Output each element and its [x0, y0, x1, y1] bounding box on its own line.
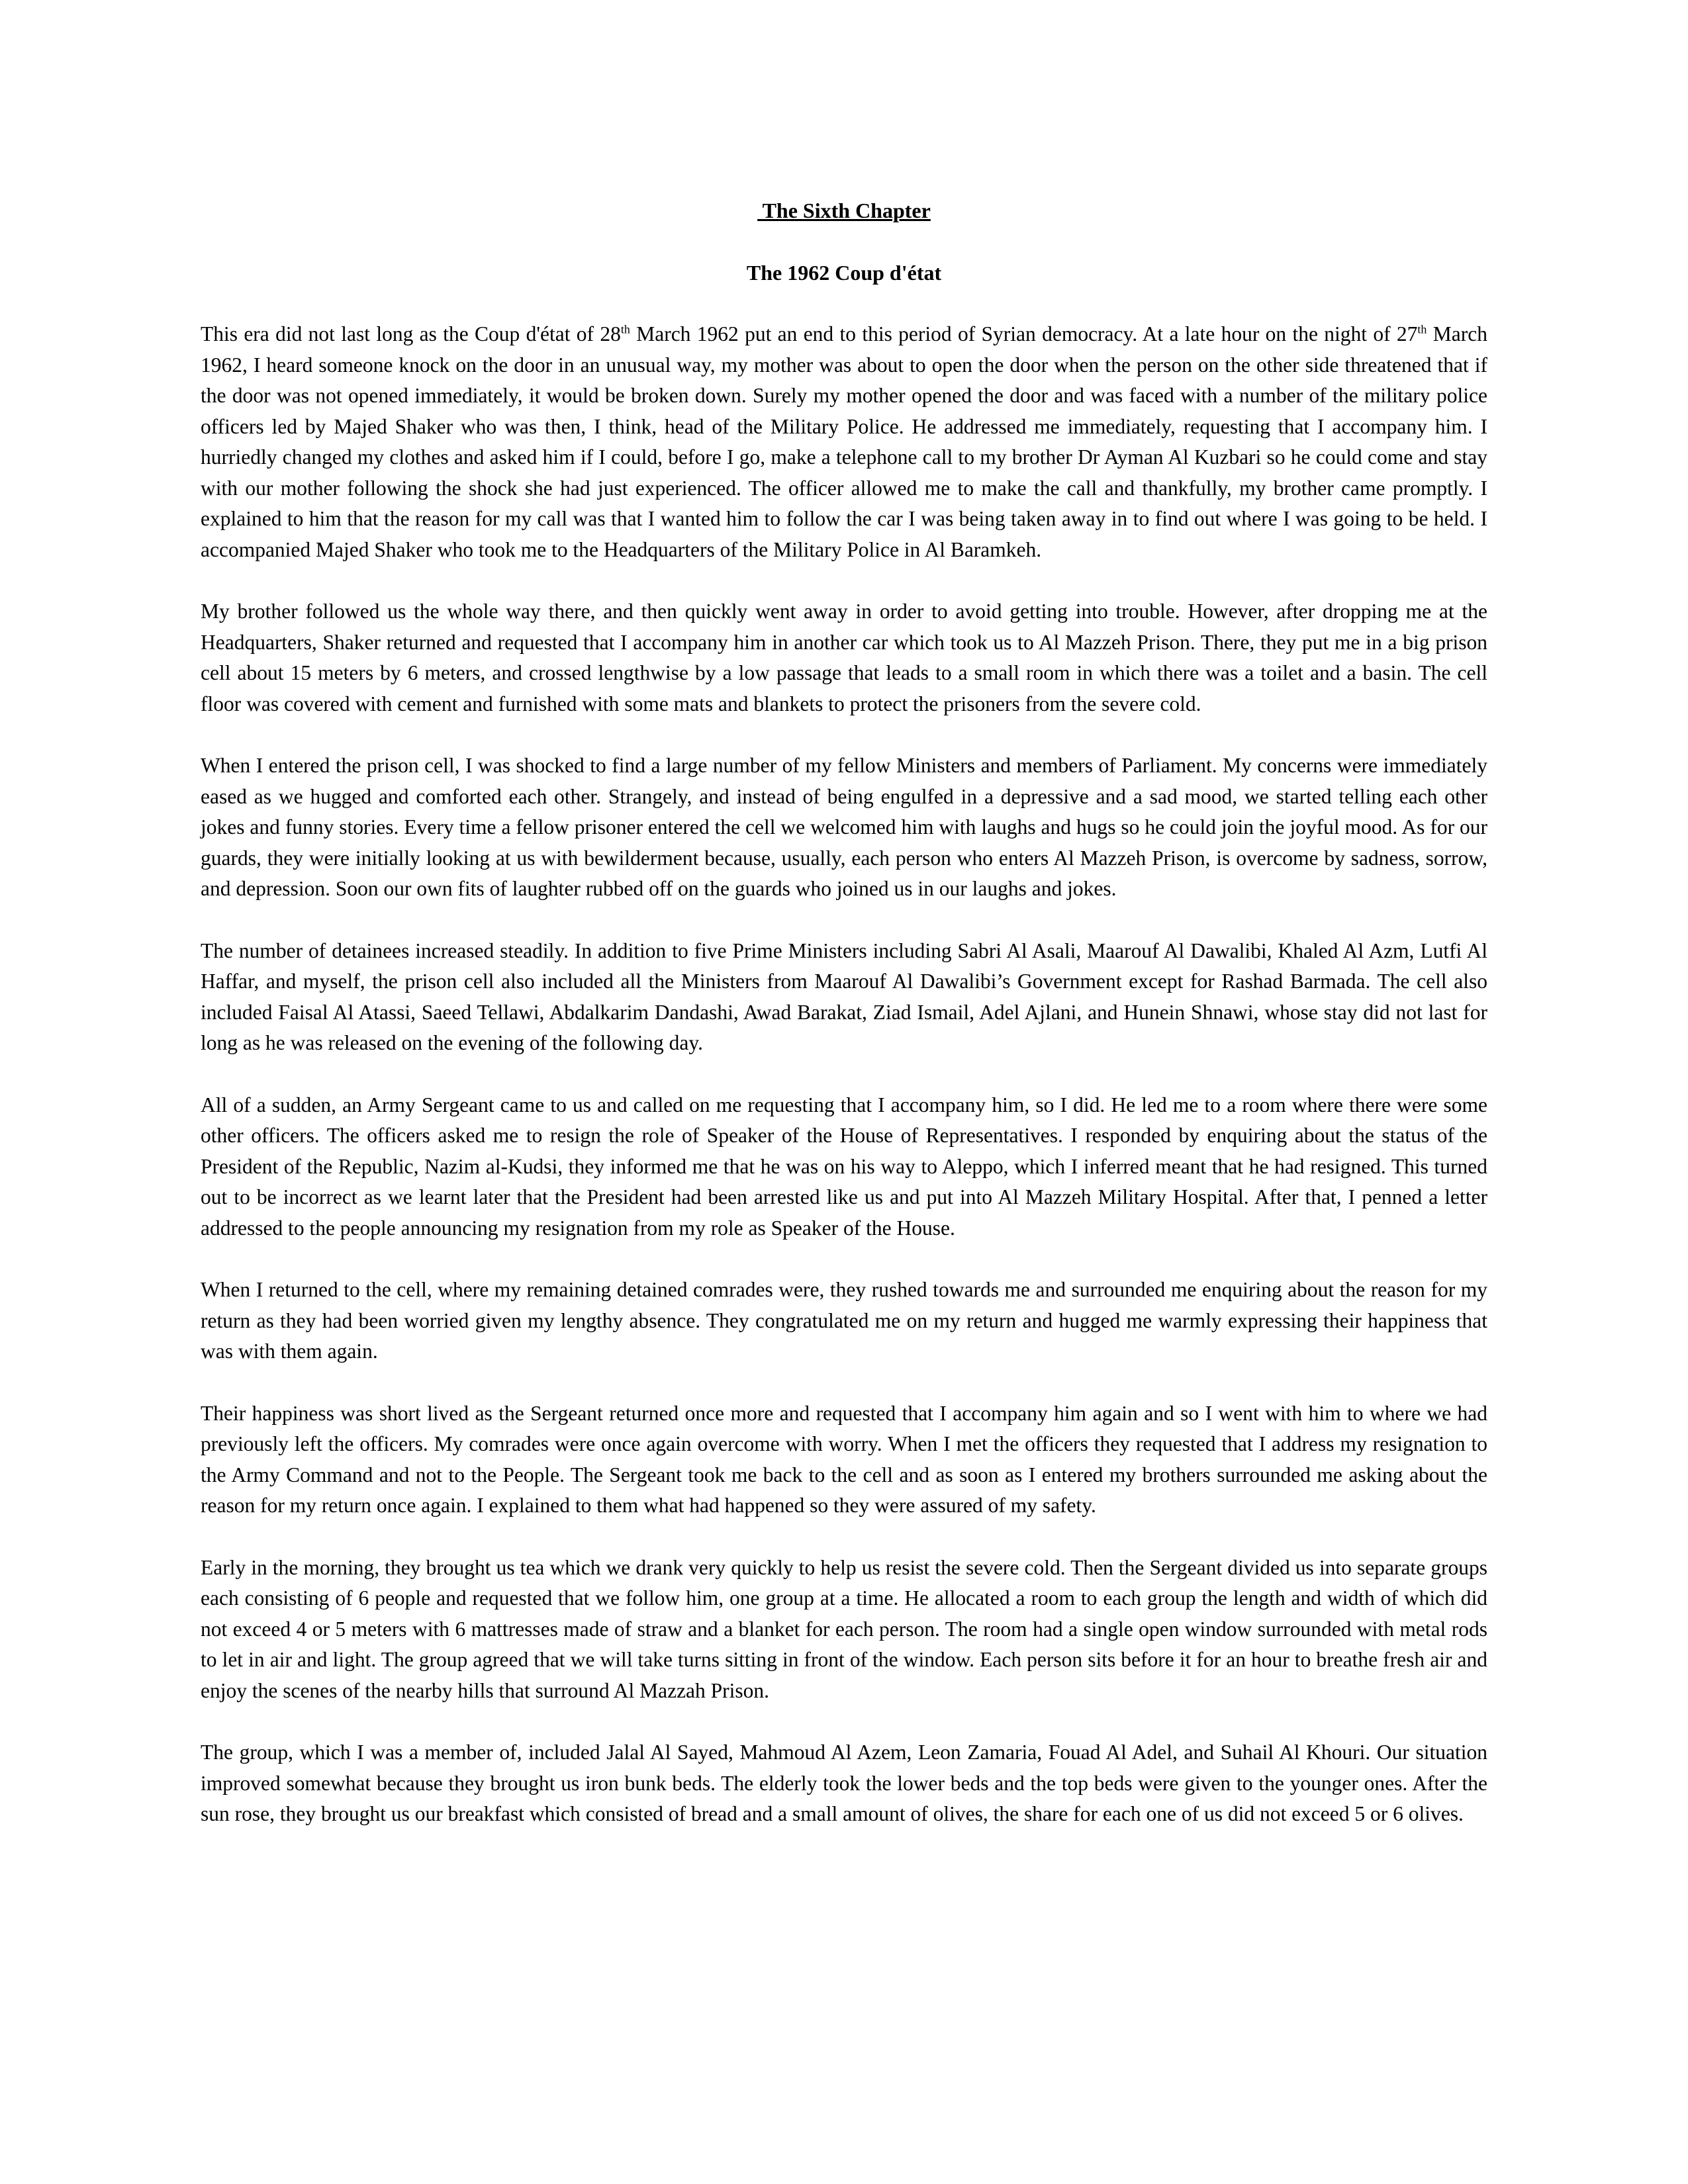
paragraph-7: Their happiness was short lived as the Sergeant returned once more and requested that I accompany him again and so I went with him to where we had previously left the officers. My comrades were once again overcome with worry. When I met the officers they requested that I address my resignation to the Army Command and not to the People. The Sergeant took me back to the cell and as soon as I entered my brothers surrounded me asking about the reason for my return once again. I explained to them what had happened so they were assured of my safety. — [201, 1401, 1487, 1517]
paragraph-6: When I returned to the cell, where my remaining detained comrades were, they rushed towards me and surrounded me enquiring about the reason for my return as they had been worried given my lengthy absence. They congratulated me on my return and hugged me warmly expressing their happiness that was with them again. — [201, 1278, 1487, 1363]
ordinal-suffix: th — [620, 322, 630, 336]
paragraph-1-text-a: This era did not last long as the Coup d'état of 28 — [201, 322, 621, 345]
paragraph-9: The group, which I was a member of, included Jalal Al Sayed, Mahmoud Al Azem, Leon Zamaria, Fouad Al Adel, and Suhail Al Khouri. Our situation improved somewhat because they brought us iron bunk beds. The elderly took the lower beds and the top beds were given to the younger ones. After the sun rose, they brought us our breakfast which consisted of bread and a small amount of olives, the share for each one of us did not exceed 5 or 6 olives. — [201, 1741, 1487, 1825]
ordinal-suffix: th — [1417, 322, 1427, 336]
paragraph-5: All of a sudden, an Army Sergeant came to us and called on me requesting that I accompany him, so I did. He led me to a room where there were some other officers. The officers asked me to resign the role of Speaker of the House of Representatives. I responded by enquiring about the status of the President of the Republic, Nazim al-Kudsi, they informed me that he was on his way to Aleppo, which I inferred meant that he had resigned. This turned out to be incorrect as we learnt later that the President had been arrested like us and put into Al Mazzeh Military Hospital. After that, I penned a letter addressed to the people announcing my resignation from my role as Speaker of the House. — [201, 1093, 1487, 1240]
chapter-body — [201, 319, 1487, 1861]
paragraph-2: My brother followed us the whole way there, and then quickly went away in order to avoid getting into trouble. However, after dropping me at the Headquarters, Shaker returned and requested that I accompany him in another car which took us to Al Mazzeh Prison. There, they put me in a big prison cell about 15 meters by 6 meters, and crossed lengthwise by a low passage that leads to a small room in which there was a toilet and a basin. The cell floor was covered with cement and furnished with some mats and blankets to protect the prisoners from the severe cold. — [201, 600, 1487, 715]
paragraph-1-text-c: March 1962, I heard someone knock on the door in an unusual way, my mother was about to open the door when the person on the other side threatened that if the door was not opened immediately, it would be broken down. Surely my mother opened the door and was faced with a number of the military police officers led by Majed Shaker who was then, I think, head of the Military Police. He addressed me immediately, requesting that I accompany him. I hurriedly changed my clothes and asked him if I could, before I go, make a telephone call to my brother Dr Ayman Al Kuzbari so he could come and stay with our mother following the shock she had just experienced. The officer allowed me to make the call and thankfully, my brother came promptly. I explained to him that the reason for my call was that I wanted him to follow the car I was being taken away in to find out where I was going to be held. I accompanied Majed Shaker who took me to the Headquarters of the Military Police in Al Baramkeh. — [201, 322, 1487, 561]
chapter-subtitle: The 1962 Coup d'état — [746, 261, 942, 285]
paragraph-4: The number of detainees increased steadily. In addition to five Prime Ministers including Sabri Al Asali, Maarouf Al Dawalibi, Khaled Al Azm, Lutfi Al Haffar, and myself, the prison cell also included all the Ministers from Maarouf Al Dawalibi’s Government except for Rashad Barmada. The cell also included Faisal Al Atassi, Saeed Tellawi, Abdalkarim Dandashi, Awad Barakat, Ziad Ismail, Adel Ajlani, and Hunein Shnawi, whose stay did not last for long as he was released on the evening of the following day. — [201, 938, 1487, 1054]
paragraph-1 — [201, 319, 1487, 565]
chapter-title-text: The Sixth Chapter — [757, 199, 931, 222]
paragraph-8: Early in the morning, they brought us tea which we drank very quickly to help us resist the severe cold. Then the Sergeant divided us into separate groups each consisting of 6 people and requested that we follow him, one group at a time. He allocated a room to each group the length and width of which did not exceed 4 or 5 meters with 6 mattresses made of straw and a blanket for each person. The room had a single open window surrounded with metal rods to let in air and light. The group agreed that we will take turns sitting in front of the window. Each person sits before it for an hour to breathe fresh air and enjoy the scenes of the nearby hills that surround Al Mazzah Prison. — [201, 1555, 1487, 1702]
paragraph-3: When I entered the prison cell, I was shocked to find a large number of my fellow Ministers and members of Parliament. My concerns were immediately eased as we hugged and comforted each other. Strangely, and instead of being engulfed in a depressive and a sad mood, we started telling each other jokes and funny stories. Every time a fellow prisoner entered the cell we welcomed him with laughs and hugs so he could join the joyful mood. As for our guards, they were initially looking at us with bewilderment because, usually, each person who enters Al Mazzeh Prison, is overcome by sadness, sorrow, and depression. Soon our own fits of laughter rubbed off on the guards who joined us in our laughs and jokes. — [201, 754, 1487, 900]
paragraph-1-text-b: March 1962 put an end to this period of Syrian democracy. At a late hour on the night of 27 — [630, 322, 1418, 345]
chapter-title — [0, 196, 1688, 225]
